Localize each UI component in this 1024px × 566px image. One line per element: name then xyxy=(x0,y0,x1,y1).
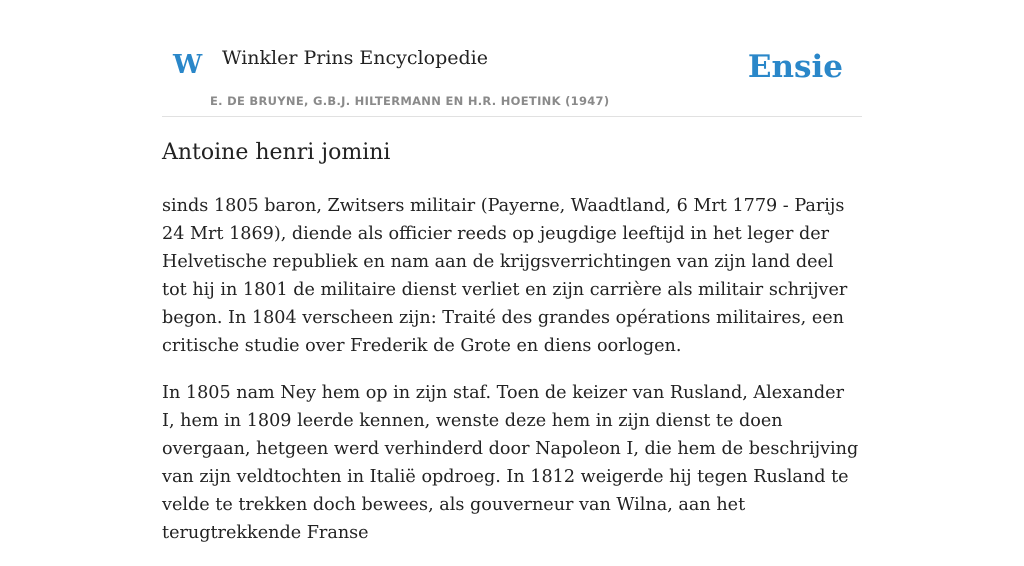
article-body xyxy=(162,192,862,566)
article-paragraph: sinds 1805 baron, Zwitsers militair (Payerne, Waadtland, 6 Mrt 1779 - Parijs 24 Mrt 1869), diende als officier reeds op jeugdige leeftijd in het leger der Helvetische republiek en nam aan de krijgsverrichtingen van zijn land deel tot hij in 1801 de militaire dienst verliet en zijn carrière als militair schrijver begon. In 1804 verscheen zijn: Traité des grandes opérations militaires, een critische studie over Frederik de Grote en diens oorlogen. xyxy=(162,196,848,356)
publication-authors: E. DE BRUYNE, G.B.J. HILTERMANN EN H.R. HOETINK (1947) xyxy=(210,94,610,108)
publication-title[interactable]: Winkler Prins Encyclopedie xyxy=(222,47,488,69)
brand-logo[interactable]: Ensie xyxy=(747,49,843,85)
article-title: Antoine henri jomini xyxy=(162,140,391,165)
publication-logo[interactable]: W xyxy=(173,50,203,80)
page xyxy=(162,0,862,543)
header xyxy=(162,0,862,117)
article-paragraph: In 1805 nam Ney hem op in zijn staf. Toen de keizer van Rusland, Alexander I, hem in 1809 leerde kennen, wenste deze hem in zijn dienst te doen overgaan, hetgeen werd verhinderd door Napoleon I, die hem de beschrijving van zijn veldtochten in Italië opdroeg. In 1812 weigerde hij tegen Rusland te velde te trekken doch bewees, als gouverneur van Wilna, aan het terugtrekkende Franse xyxy=(162,383,859,543)
